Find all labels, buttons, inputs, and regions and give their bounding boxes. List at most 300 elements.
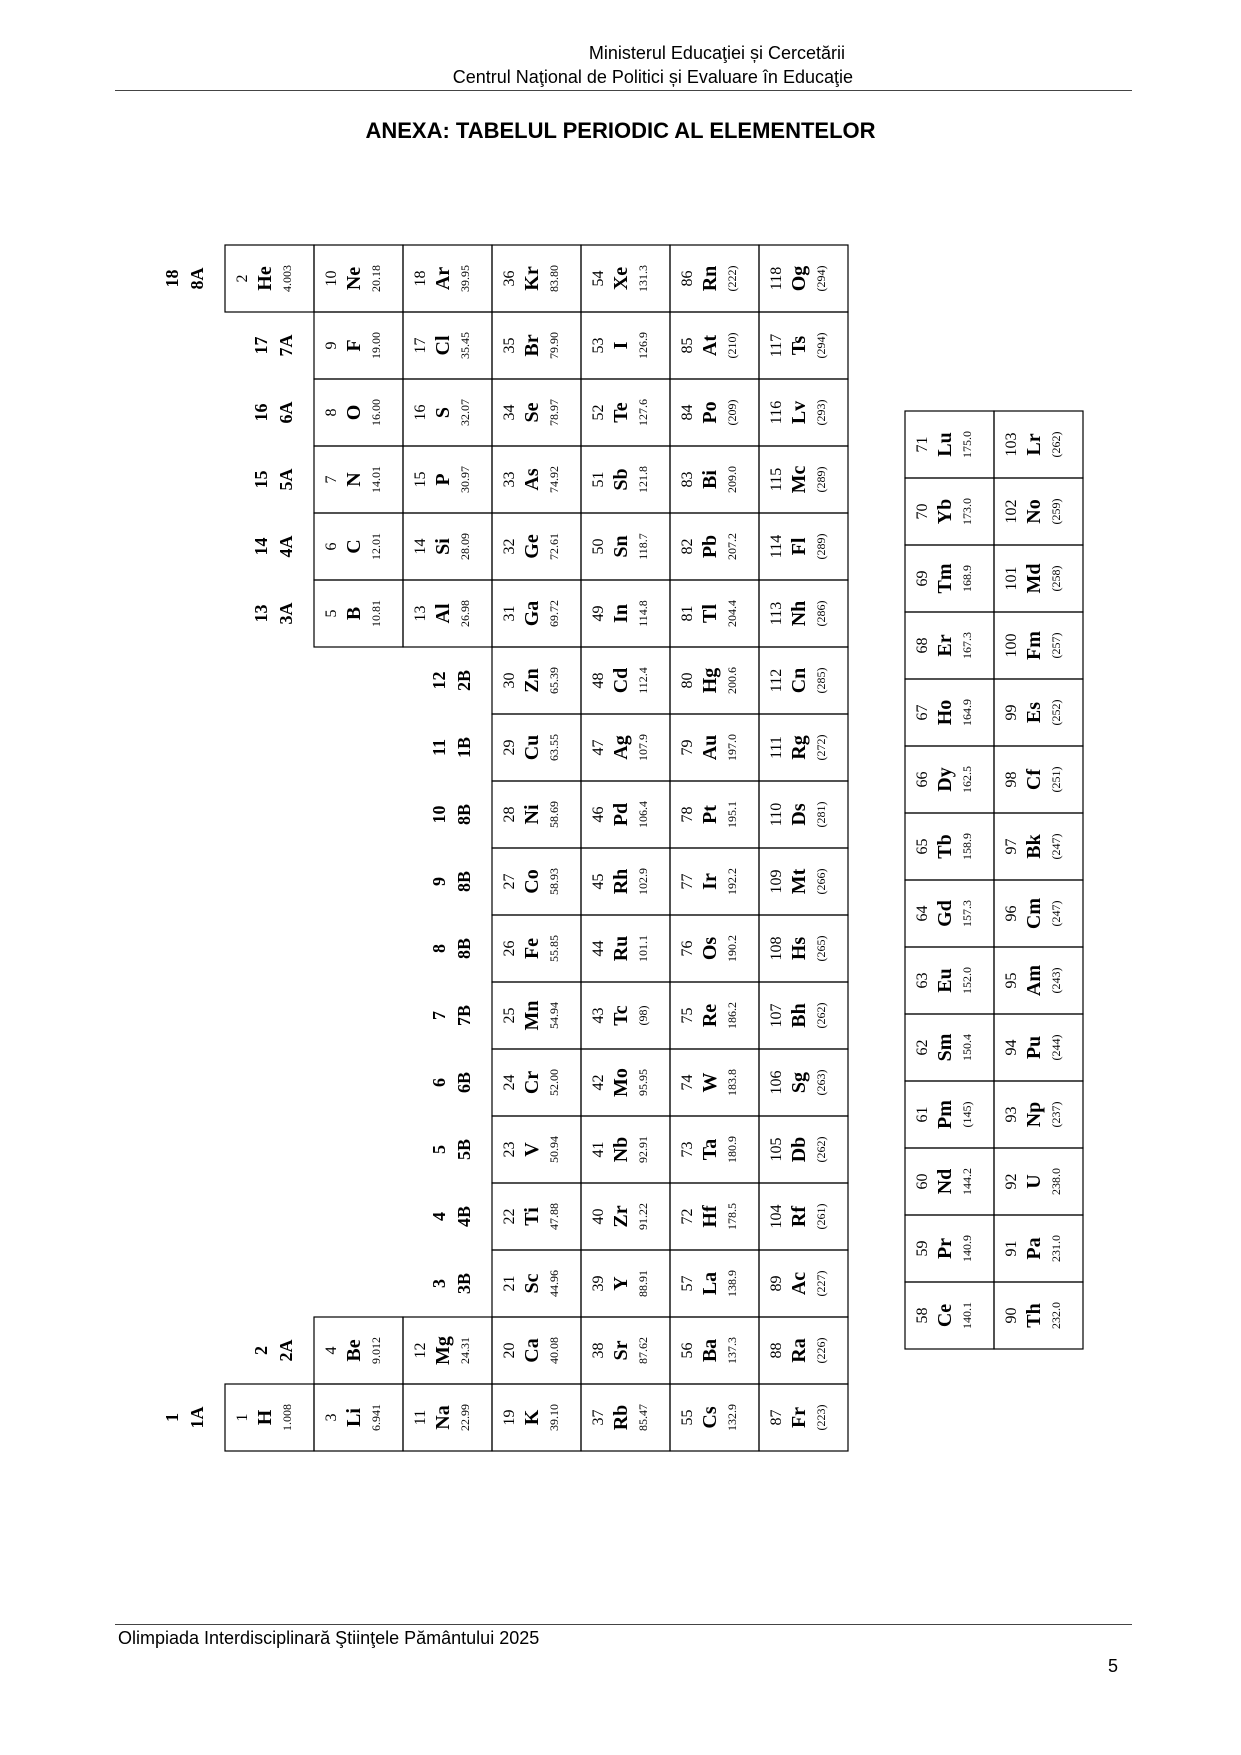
- element-symbol: Cn: [788, 667, 810, 694]
- atomic-number: 113: [768, 601, 785, 626]
- element-symbol: Ba: [699, 1338, 721, 1363]
- atomic-number: 90: [1003, 1307, 1020, 1324]
- group-label: 7A: [276, 334, 296, 357]
- atomic-number: 71: [914, 436, 931, 453]
- atomic-number: 25: [501, 1007, 518, 1024]
- atomic-mass: 35.45: [458, 332, 472, 359]
- atomic-mass: 167.3: [960, 632, 974, 659]
- atomic-number: 68: [914, 637, 931, 654]
- element-symbol: Ga: [521, 600, 543, 627]
- atomic-mass: 164.9: [960, 699, 974, 726]
- atomic-number: 75: [679, 1007, 696, 1024]
- atomic-number: 55: [679, 1409, 696, 1426]
- atomic-number: 7: [323, 475, 340, 484]
- element-symbol: N: [343, 472, 365, 487]
- element-symbol: Lr: [1023, 433, 1045, 456]
- element-symbol: Yb: [934, 498, 956, 525]
- atomic-number: 33: [501, 471, 518, 488]
- atomic-number: 76: [679, 940, 696, 957]
- element-symbol: Sn: [610, 535, 632, 558]
- element-symbol: Ts: [788, 335, 810, 356]
- atomic-number: 105: [768, 1137, 785, 1162]
- atomic-mass: 58.69: [547, 801, 561, 828]
- atomic-number: 20: [501, 1342, 518, 1359]
- group-number: 10: [429, 805, 449, 824]
- atomic-number: 118: [768, 266, 785, 291]
- element-symbol: Rf: [788, 1205, 810, 1228]
- atomic-number: 62: [914, 1039, 931, 1056]
- atomic-mass: (289): [814, 533, 828, 560]
- group-label: 2A: [276, 1339, 296, 1362]
- atomic-number: 58: [914, 1307, 931, 1324]
- group-number: 14: [251, 537, 271, 556]
- atomic-number: 80: [679, 672, 696, 689]
- atomic-number: 84: [679, 404, 696, 421]
- atomic-number: 22: [501, 1208, 518, 1225]
- element-symbol: Cd: [610, 667, 632, 694]
- group-number: 6: [429, 1078, 449, 1087]
- element-symbol: Cm: [1023, 897, 1045, 930]
- atomic-mass: 85.47: [636, 1404, 650, 1431]
- atomic-number: 59: [914, 1240, 931, 1257]
- atomic-number: 109: [768, 869, 785, 894]
- element-symbol: I: [610, 341, 632, 350]
- atomic-number: 51: [590, 471, 607, 488]
- element-symbol: Pm: [934, 1100, 956, 1129]
- group-number: 3: [429, 1279, 449, 1288]
- element-symbol: Be: [343, 1339, 365, 1362]
- atomic-mass: 238.0: [1049, 1168, 1063, 1195]
- atomic-number: 30: [501, 672, 518, 689]
- atomic-number: 115: [768, 467, 785, 492]
- atomic-mass: (262): [814, 1136, 828, 1163]
- element-symbol: Co: [521, 869, 543, 894]
- element-symbol: Te: [610, 402, 632, 423]
- atomic-mass: 207.2: [725, 533, 739, 560]
- atomic-mass: 55.85: [547, 935, 561, 962]
- atomic-mass: (243): [1049, 967, 1063, 994]
- atomic-number: 19: [501, 1409, 518, 1426]
- atomic-number: 18: [412, 270, 429, 287]
- element-symbol: Nd: [934, 1168, 956, 1195]
- atomic-mass: 131.3: [636, 265, 650, 292]
- atomic-number: 98: [1003, 771, 1020, 788]
- atomic-mass: 158.9: [960, 833, 974, 860]
- element-symbol: Mt: [788, 868, 810, 895]
- atomic-mass: 232.0: [1049, 1302, 1063, 1329]
- atomic-mass: (237): [1049, 1101, 1063, 1128]
- atomic-mass: 140.1: [960, 1302, 974, 1329]
- atomic-mass: 91.22: [636, 1203, 650, 1230]
- group-label: 6B: [454, 1071, 474, 1094]
- element-symbol: Rg: [788, 735, 810, 760]
- atomic-mass: (266): [814, 868, 828, 895]
- atomic-number: 17: [412, 337, 429, 354]
- atomic-mass: (223): [814, 1404, 828, 1431]
- atomic-mass: 52.00: [547, 1069, 561, 1096]
- element-symbol: Og: [788, 265, 810, 292]
- atomic-mass: 22.99: [458, 1404, 472, 1431]
- element-symbol: Sc: [521, 1273, 543, 1294]
- atomic-number: 93: [1003, 1106, 1020, 1123]
- atomic-number: 116: [768, 400, 785, 425]
- page-title: ANEXA: TABELUL PERIODIC AL ELEMENTELOR: [365, 118, 876, 143]
- atomic-number: 35: [501, 337, 518, 354]
- atomic-mass: 20.18: [369, 265, 383, 292]
- element-symbol: K: [521, 1409, 543, 1426]
- atomic-number: 56: [679, 1342, 696, 1359]
- atomic-mass: (286): [814, 600, 828, 627]
- atomic-number: 13: [412, 605, 429, 622]
- group-label: 1A: [187, 1406, 207, 1429]
- atomic-mass: 186.2: [725, 1002, 739, 1029]
- header-line-2: Centrul Naţional de Politici și Evaluare în Educaţie: [452, 67, 853, 87]
- atomic-mass: (210): [725, 332, 739, 359]
- atomic-number: 81: [679, 605, 696, 622]
- element-symbol: Tl: [699, 604, 721, 623]
- group-number: 18: [162, 269, 182, 288]
- element-symbol: Es: [1023, 701, 1045, 724]
- atomic-mass: (226): [814, 1337, 828, 1364]
- element-symbol: Ce: [934, 1303, 956, 1328]
- atomic-number: 74: [679, 1074, 696, 1091]
- header-line-1: Ministerul Educaţiei și Cercetării: [588, 43, 845, 63]
- element-symbol: Ac: [788, 1271, 810, 1296]
- atomic-mass: 9.012: [369, 1337, 383, 1364]
- atomic-mass: 157.3: [960, 900, 974, 927]
- element-symbol: Dy: [934, 767, 956, 792]
- element-symbol: Mc: [788, 465, 810, 494]
- group-label: 4B: [454, 1205, 474, 1228]
- atomic-number: 34: [501, 404, 518, 421]
- atomic-mass: 69.72: [547, 600, 561, 627]
- group-number: 13: [251, 604, 271, 623]
- atomic-mass: (293): [814, 399, 828, 426]
- atomic-number: 16: [412, 404, 429, 421]
- element-symbol: Ds: [788, 803, 810, 826]
- atomic-number: 36: [501, 270, 518, 287]
- element-symbol: Er: [934, 634, 956, 657]
- atomic-number: 106: [768, 1070, 785, 1095]
- element-symbol: Lu: [934, 432, 956, 457]
- atomic-number: 99: [1003, 704, 1020, 721]
- element-symbol: Cr: [521, 1070, 543, 1095]
- atomic-mass: 92.91: [636, 1136, 650, 1163]
- element-symbol: Np: [1023, 1101, 1045, 1128]
- atomic-mass: 83.80: [547, 265, 561, 292]
- atomic-mass: 87.62: [636, 1337, 650, 1364]
- element-symbol: Nh: [788, 600, 810, 627]
- element-symbol: Lv: [788, 400, 810, 425]
- element-symbol: Ir: [699, 873, 721, 890]
- atomic-mass: 150.4: [960, 1034, 974, 1061]
- atomic-mass: 47.88: [547, 1203, 561, 1230]
- element-symbol: Pd: [610, 802, 632, 827]
- atomic-mass: (294): [814, 265, 828, 292]
- element-symbol: He: [254, 266, 276, 291]
- element-symbol: Fl: [788, 537, 810, 556]
- element-symbol: Na: [432, 1405, 454, 1430]
- element-symbol: At: [699, 334, 721, 357]
- atomic-number: 95: [1003, 972, 1020, 989]
- atomic-number: 14: [412, 538, 429, 555]
- atomic-mass: 175.0: [960, 431, 974, 458]
- atomic-number: 69: [914, 570, 931, 587]
- group-label: 8B: [454, 937, 474, 960]
- atomic-mass: 121.8: [636, 466, 650, 493]
- atomic-number: 11: [412, 1409, 429, 1426]
- atomic-number: 103: [1003, 432, 1020, 457]
- atomic-number: 47: [590, 739, 607, 756]
- atomic-number: 91: [1003, 1240, 1020, 1257]
- element-symbol: Y: [610, 1276, 632, 1291]
- atomic-mass: 127.6: [636, 399, 650, 426]
- element-symbol: Am: [1023, 964, 1045, 997]
- atomic-number: 29: [501, 739, 518, 756]
- element-symbol: Tm: [934, 563, 956, 594]
- atomic-number: 65: [914, 838, 931, 855]
- atomic-mass: (294): [814, 332, 828, 359]
- atomic-mass: 78.97: [547, 399, 561, 426]
- atomic-mass: 107.9: [636, 734, 650, 761]
- element-symbol: Li: [343, 1408, 365, 1427]
- atomic-mass: (285): [814, 667, 828, 694]
- atomic-mass: 65.39: [547, 667, 561, 694]
- element-symbol: Sr: [610, 1340, 632, 1361]
- atomic-mass: 183.8: [725, 1069, 739, 1096]
- atomic-number: 44: [590, 940, 607, 957]
- element-symbol: Nb: [610, 1136, 632, 1163]
- atomic-number: 48: [590, 672, 607, 689]
- element-symbol: Ge: [521, 534, 543, 559]
- atomic-number: 26: [501, 940, 518, 957]
- element-symbol: As: [521, 468, 543, 491]
- element-symbol: Bi: [699, 470, 721, 489]
- atomic-number: 72: [679, 1208, 696, 1225]
- group-label: 3B: [454, 1272, 474, 1295]
- element-symbol: W: [699, 1072, 721, 1093]
- atomic-mass: 138.9: [725, 1270, 739, 1297]
- atomic-mass: 190.2: [725, 935, 739, 962]
- element-symbol: F: [343, 339, 365, 352]
- atomic-mass: 50.94: [547, 1136, 561, 1163]
- atomic-number: 64: [914, 905, 931, 922]
- atomic-number: 43: [590, 1007, 607, 1024]
- element-symbol: Tc: [610, 1005, 632, 1026]
- element-symbol: Au: [699, 734, 721, 761]
- element-symbol: Xe: [610, 266, 632, 291]
- element-symbol: Ra: [788, 1338, 810, 1363]
- atomic-number: 70: [914, 503, 931, 520]
- element-symbol: Ta: [699, 1138, 721, 1161]
- group-number: 2: [251, 1346, 271, 1355]
- atomic-mass: 12.01: [369, 533, 383, 560]
- element-symbol: Ru: [610, 935, 632, 962]
- element-symbol: Pt: [699, 805, 721, 824]
- group-label: 8B: [454, 870, 474, 893]
- atomic-number: 88: [768, 1342, 785, 1359]
- atomic-number: 114: [768, 534, 785, 559]
- element-symbol: Bh: [788, 1003, 810, 1028]
- group-label: 5B: [454, 1138, 474, 1161]
- element-symbol: Br: [521, 334, 543, 357]
- atomic-mass: (265): [814, 935, 828, 962]
- atomic-mass: (262): [1049, 431, 1063, 458]
- atomic-mass: 19.00: [369, 332, 383, 359]
- group-number: 16: [251, 403, 271, 422]
- atomic-number: 4: [323, 1346, 340, 1355]
- group-label: 3A: [276, 602, 296, 625]
- atomic-mass: 10.81: [369, 600, 383, 627]
- atomic-mass: 88.91: [636, 1270, 650, 1297]
- group-label: 8B: [454, 803, 474, 826]
- group-number: 1: [162, 1413, 182, 1422]
- element-symbol: In: [610, 604, 632, 623]
- atomic-number: 52: [590, 404, 607, 421]
- atomic-mass: (263): [814, 1069, 828, 1096]
- atomic-number: 15: [412, 471, 429, 488]
- atomic-number: 2: [234, 274, 251, 283]
- group-label: 4A: [276, 535, 296, 558]
- element-symbol: Pb: [699, 534, 721, 559]
- atomic-number: 38: [590, 1342, 607, 1359]
- atomic-number: 9: [323, 341, 340, 350]
- atomic-number: 40: [590, 1208, 607, 1225]
- atomic-number: 41: [590, 1141, 607, 1158]
- atomic-number: 111: [768, 736, 785, 759]
- atomic-mass: (98): [636, 1005, 650, 1026]
- atomic-mass: (259): [1049, 498, 1063, 525]
- atomic-mass: 54.94: [547, 1002, 561, 1029]
- group-number: 9: [429, 877, 449, 886]
- atomic-number: 5: [323, 609, 340, 618]
- atomic-mass: (272): [814, 734, 828, 761]
- atomic-number: 10: [323, 270, 340, 287]
- element-symbol: Rh: [610, 868, 632, 895]
- element-symbol: Re: [699, 1003, 721, 1028]
- atomic-mass: 79.90: [547, 332, 561, 359]
- footer-divider: [115, 1624, 1132, 1625]
- atomic-mass: (222): [725, 265, 739, 292]
- atomic-number: 86: [679, 270, 696, 287]
- atomic-mass: 16.00: [369, 399, 383, 426]
- atomic-mass: 197.0: [725, 734, 739, 761]
- element-symbol: U: [1023, 1174, 1045, 1189]
- atomic-mass: (209): [725, 399, 739, 426]
- atomic-number: 73: [679, 1141, 696, 1158]
- atomic-mass: 114.8: [636, 600, 650, 627]
- atomic-number: 97: [1003, 838, 1020, 855]
- element-symbol: Po: [699, 401, 721, 424]
- atomic-number: 12: [412, 1342, 429, 1359]
- atomic-mass: 28.09: [458, 533, 472, 560]
- atomic-number: 37: [590, 1409, 607, 1426]
- atomic-mass: 106.4: [636, 801, 650, 828]
- element-symbol: Pa: [1023, 1237, 1045, 1260]
- atomic-number: 110: [768, 802, 785, 827]
- atomic-mass: 1.008: [280, 1404, 294, 1431]
- atomic-number: 87: [768, 1409, 785, 1426]
- element-symbol: V: [521, 1142, 543, 1157]
- atomic-number: 61: [914, 1106, 931, 1123]
- atomic-mass: 140.9: [960, 1235, 974, 1262]
- element-symbol: Md: [1023, 563, 1045, 594]
- atomic-number: 104: [768, 1204, 785, 1229]
- atomic-mass: 44.96: [547, 1270, 561, 1297]
- element-symbol: Tb: [934, 834, 956, 859]
- element-symbol: Os: [699, 936, 721, 961]
- atomic-mass: 6.941: [369, 1404, 383, 1431]
- element-symbol: Th: [1023, 1303, 1045, 1328]
- atomic-number: 8: [323, 408, 340, 417]
- page-number: 5: [1108, 1656, 1119, 1676]
- atomic-mass: 63.55: [547, 734, 561, 761]
- atomic-mass: 173.0: [960, 498, 974, 525]
- atomic-number: 83: [679, 471, 696, 488]
- atomic-number: 39: [590, 1275, 607, 1292]
- element-symbol: Fm: [1023, 631, 1045, 660]
- atomic-mass: (247): [1049, 833, 1063, 860]
- element-symbol: Pu: [1023, 1035, 1045, 1060]
- atomic-mass: 101.1: [636, 935, 650, 962]
- atomic-number: 49: [590, 605, 607, 622]
- group-label: 6A: [276, 401, 296, 424]
- element-symbol: Si: [432, 538, 454, 555]
- element-symbol: Ti: [521, 1207, 543, 1226]
- element-symbol: Fr: [788, 1406, 810, 1429]
- atomic-mass: 26.98: [458, 600, 472, 627]
- group-label: 1B: [454, 736, 474, 759]
- element-symbol: Rn: [699, 265, 721, 292]
- atomic-mass: (244): [1049, 1034, 1063, 1061]
- element-symbol: Bk: [1023, 834, 1045, 859]
- group-number: 11: [429, 738, 449, 757]
- element-symbol: Zr: [610, 1205, 632, 1228]
- element-symbol: S: [432, 406, 454, 419]
- atomic-number: 108: [768, 936, 785, 961]
- element-symbol: Eu: [934, 968, 956, 993]
- atomic-mass: 204.4: [725, 600, 739, 627]
- element-symbol: Ca: [521, 1338, 543, 1363]
- element-symbol: Ni: [521, 804, 543, 825]
- atomic-mass: 144.2: [960, 1168, 974, 1195]
- element-symbol: C: [343, 539, 365, 554]
- element-symbol: Mo: [610, 1068, 632, 1097]
- atomic-number: 24: [501, 1074, 518, 1091]
- atomic-number: 79: [679, 739, 696, 756]
- atomic-number: 32: [501, 538, 518, 555]
- atomic-mass: 180.9: [725, 1136, 739, 1163]
- element-symbol: Ne: [343, 266, 365, 291]
- atomic-number: 21: [501, 1275, 518, 1292]
- atomic-number: 1: [234, 1413, 251, 1422]
- element-symbol: Db: [788, 1136, 810, 1163]
- atomic-mass: 137.3: [725, 1337, 739, 1364]
- element-symbol: Mg: [432, 1336, 454, 1365]
- group-number: 12: [429, 671, 449, 690]
- atomic-mass: 200.6: [725, 667, 739, 694]
- atomic-number: 89: [768, 1275, 785, 1292]
- atomic-mass: (258): [1049, 565, 1063, 592]
- atomic-number: 3: [323, 1413, 340, 1422]
- atomic-mass: 14.01: [369, 466, 383, 493]
- atomic-mass: 74.92: [547, 466, 561, 493]
- group-number: 7: [429, 1011, 449, 1020]
- group-label: 7B: [454, 1004, 474, 1027]
- atomic-number: 60: [914, 1173, 931, 1190]
- atomic-mass: 39.95: [458, 265, 472, 292]
- atomic-number: 67: [914, 704, 931, 721]
